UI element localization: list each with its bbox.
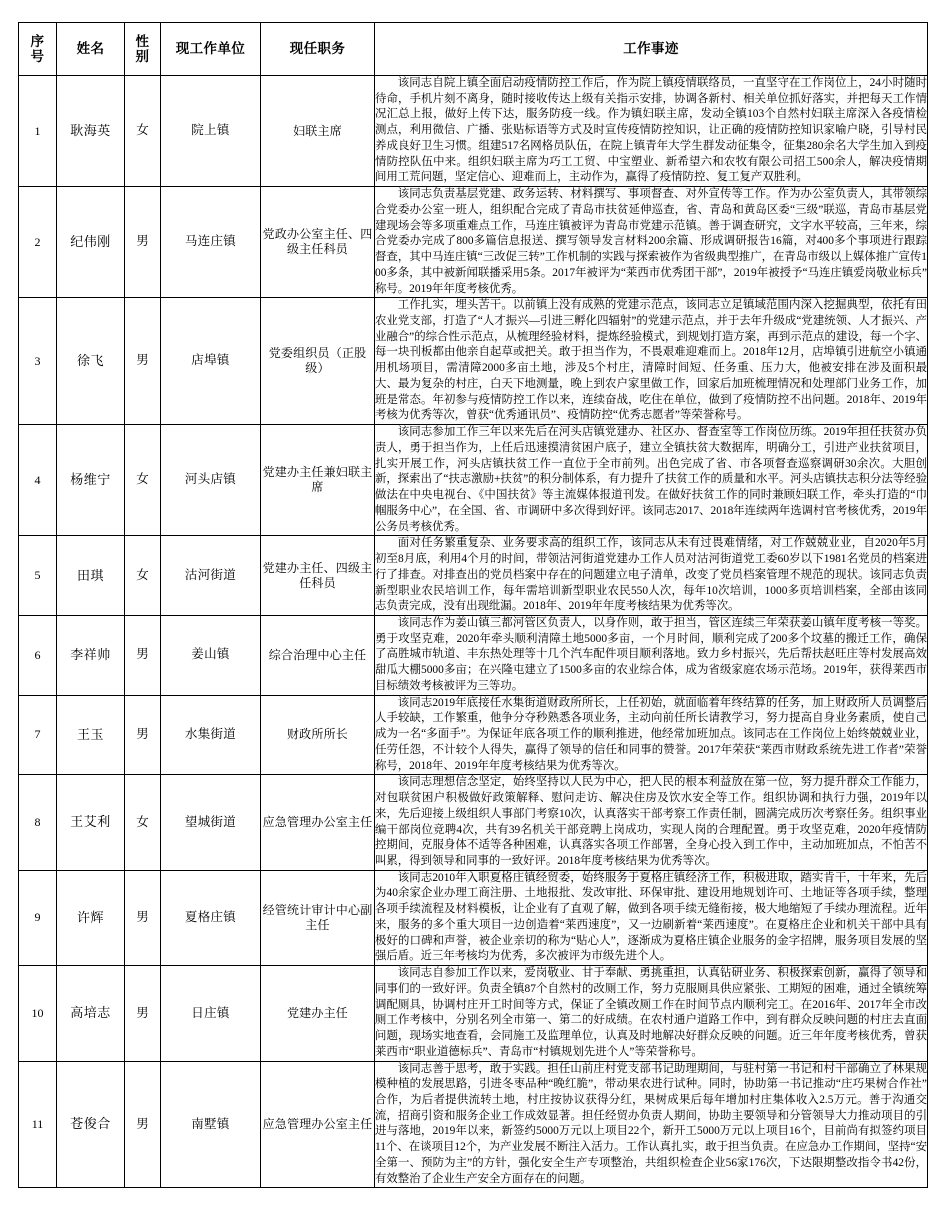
table-row <box>19 870 928 965</box>
cell-post: 应急管理办公室主任 <box>261 775 375 870</box>
table-row <box>19 615 928 695</box>
cell-name: 王玉 <box>57 695 125 775</box>
cell-deeds: 该同志参加工作三年以来先后在河头店镇党建办、社区办、督查室等工作岗位历练。2019年担任扶贫办负责人，勇于担当作为，上任后迅速摸清贫困户底子，建立全镇扶贫大数据库，明确分工，引进产业扶贫项目，扎实开展工作，河头店镇扶贫工作一直位于全市前列。出色完成了省、市各项督查巡察调研30余次。大胆创新，探索出了“扶志激励+扶贫”的积分制体系，有力提升了扶贫工作的质量和水平。河头店镇扶志积分法等经验做法在中央电视台、《中国扶贫》等主流媒体报道刊发。在做好扶贫工作的同时兼顾妇联工作，牵头打造的“巾帼服务中心”，在全国、省、市调研中多次得到好评。该同志2017、2018年连续两年选调村官考核优秀，2019年公务员考核优秀。 <box>375 425 928 536</box>
cell-unit: 院上镇 <box>161 76 261 187</box>
cell-post: 经管统计审计中心副主任 <box>261 870 375 965</box>
cell-post: 党建办主任兼妇联主席 <box>261 425 375 536</box>
cell-deeds: 该同志2019年底接任水集街道财政所所长，上任初始，就面临着年终结算的任务，加上财政所人员调整后人手较缺，工作繁重，他争分夺秒熟悉各项业务，主动向前任所长请教学习，努力提高自身业务素质，使自己成为一名“多面手”。为保证年底各项工作的顺利推进，他经常加班加点。该同志在工作岗位上始终兢兢业业，任劳任怨，不计较个人得失，赢得了领导的信任和同事的赞誉。2017年荣获“莱西市财政系统先进工作者”荣誉称号，2018年、2019年年度考核结果为优秀等次。 <box>375 695 928 775</box>
cell-sex: 女 <box>125 76 161 187</box>
cell-name: 杨维宁 <box>57 425 125 536</box>
cell-deeds: 该同志理想信念坚定，始终坚持以人民为中心，把人民的根本利益放在第一位，努力提升群众工作能力，对包联贫困户积极做好政策解释、慰问走访、解决住房及饮水安全等工作。组织协调和执行力强，2019年以来，先后迎接上级组织人事部门考察10次，认真落实干部考察工作责任制，圆满完成历次考察任务。组织事业编干部岗位竞聘4次，共有39名机关干部竞聘上岗成功，实现人岗的合理配置。勇于攻坚克难，2020年疫情防控期间，克服身体不适等各种困难，认真落实各项工作部署，全身心投入到工作中，主动加班加点，不怕苦不叫累，得到领导和同事的一致好评。2018年度考核结果为优秀等次。 <box>375 775 928 870</box>
cell-unit: 望城街道 <box>161 775 261 870</box>
cell-seq: 11 <box>19 1061 57 1188</box>
column-header-sex <box>125 23 161 76</box>
cell-seq: 8 <box>19 775 57 870</box>
cell-deeds: 面对任务繁重复杂、业务要求高的组织工作，该同志从未有过畏难情绪，对工作兢兢业业，自2020年5月初至8月底，利用4个月的时间，带领沽河街道党建办工作人员对沽河街道党工委60岁以下1981名党员的档案进行了排查。对排查出的党员档案中存在的问题建立电子清单，改变了党员档案管理不规范的现状。该同志负责新型职业农民培训工作，每年需培训新型职业农民550人次，每年10次培训，1000多页培训档案，全部由该同志负责完成，没有出现纰漏。2018年、2019年年度考核结果为优秀等次。 <box>375 536 928 616</box>
cell-post: 应急管理办公室主任 <box>261 1061 375 1188</box>
cell-unit: 水集街道 <box>161 695 261 775</box>
cell-deeds: 该同志作为姜山镇三都河管区负责人，以身作则，敢于担当，管区连续三年荣获姜山镇年度考核一等奖。勇于攻坚克难，2020年牵头顺利清障土地5000多亩，一个月时间，顺利完成了200多个坟墓的搬迁工作，确保了高胜城市轨道、丰东热处理等十几个汽车配件项目顺利落地。致力乡村振兴，先后帮扶赵旺庄等村发展高效甜瓜大棚5000多亩；在兴隆屯建立了1500多亩的农业综合体，成为省级家庭农场示范场。2019年，获得莱西市目标绩效考核被评为三等功。 <box>375 615 928 695</box>
column-header-sex-char-1: 性 <box>135 33 150 49</box>
cell-sex: 男 <box>125 695 161 775</box>
cell-sex: 男 <box>125 615 161 695</box>
cell-unit: 店埠镇 <box>161 298 261 425</box>
cell-sex: 男 <box>125 966 161 1061</box>
cell-unit: 沽河街道 <box>161 536 261 616</box>
cell-deeds: 该同志2010年入职夏格庄镇经贸委，始终服务于夏格庄镇经济工作，积极进取，踏实肯干，十年来，先后为40余家企业办理工商注册、土地报批、发改审批、环保审批、建设用地规划许可、土地证等各项手续，整理各项手续流程及材料模板，让企业有了直观了解，做到各项手续无缝衔接，极大地缩短了手续办理流程。近年来，服务的多个重大项目一边创造着“莱西速度”，又一边刷新着“莱西速度”。在夏格庄企业和机关干部中具有极好的口碑和声誉，被企业亲切的称为“贴心人”，逐渐成为夏格庄镇企业服务的金字招牌，服务项目发展的坚强后盾。近三年考核均为优秀，多次被评为市级先进个人。 <box>375 870 928 965</box>
cell-seq: 1 <box>19 76 57 187</box>
cell-post: 党委组织员（正股级） <box>261 298 375 425</box>
cell-seq: 10 <box>19 966 57 1061</box>
cell-post: 党建办主任 <box>261 966 375 1061</box>
cell-post: 党建办主任、四级主任科员 <box>261 536 375 616</box>
column-header-deeds: 工作事迹 <box>375 23 928 76</box>
column-header-unit: 现工作单位 <box>161 23 261 76</box>
work-deeds-table <box>18 22 928 1188</box>
cell-unit: 夏格庄镇 <box>161 870 261 965</box>
cell-sex: 男 <box>125 187 161 298</box>
table-row <box>19 695 928 775</box>
cell-sex: 男 <box>125 870 161 965</box>
column-header-sex-char-2: 别 <box>135 49 150 64</box>
table-row <box>19 76 928 187</box>
cell-name: 许辉 <box>57 870 125 965</box>
table-row <box>19 536 928 616</box>
cell-name: 纪伟刚 <box>57 187 125 298</box>
cell-unit: 南墅镇 <box>161 1061 261 1188</box>
cell-unit: 日庄镇 <box>161 966 261 1061</box>
table-header-row <box>19 23 928 76</box>
cell-name: 高培志 <box>57 966 125 1061</box>
cell-name: 苍俊合 <box>57 1061 125 1188</box>
table-body <box>19 76 928 1188</box>
cell-name: 李祥帅 <box>57 615 125 695</box>
cell-sex: 女 <box>125 536 161 616</box>
cell-post: 财政所所长 <box>261 695 375 775</box>
cell-deeds: 该同志自参加工作以来，爱岗敬业、甘于奉献、勇挑重担，认真钻研业务、积极探索创新，赢得了领导和同事们的一致好评。负责全镇87个自然村的改厕工作，努力克服厕具供应紧张、工期短的困难，通过全镇统筹调配厕具，协调村庄开工时间等方式，保证了全镇改厕工作在时间节点内顺利完工。在2016年、2017年全市改厕工作考核中，分别名列全市第一、第二的好成绩。在农村通户道路工作中，到有群众反映问题的村庄去直面问题，现场实地查看，会同施工及监理单位，认真及时地解决好群众反映的问题。近三年年度考核优秀，曾获莱西市“职业道德标兵”、青岛市“村镇规划先进个人”等荣誉称号。 <box>375 966 928 1061</box>
table-header <box>19 23 928 76</box>
cell-sex: 男 <box>125 298 161 425</box>
cell-name: 耿海英 <box>57 76 125 187</box>
column-header-seq-char-2: 号 <box>30 49 45 64</box>
cell-sex: 女 <box>125 775 161 870</box>
table-row <box>19 425 928 536</box>
cell-seq: 4 <box>19 425 57 536</box>
cell-name: 徐飞 <box>57 298 125 425</box>
cell-seq: 2 <box>19 187 57 298</box>
table-row <box>19 298 928 425</box>
cell-sex: 男 <box>125 1061 161 1188</box>
cell-unit: 马连庄镇 <box>161 187 261 298</box>
cell-unit: 姜山镇 <box>161 615 261 695</box>
cell-unit: 河头店镇 <box>161 425 261 536</box>
cell-seq: 7 <box>19 695 57 775</box>
cell-name: 田琪 <box>57 536 125 616</box>
cell-deeds: 该同志负责基层党建、政务运转、材料撰写、事项督查、对外宣传等工作。作为办公室负责人，其带领综合党委办公室一班人，组织配合完成了青岛市扶贫延伸巡查，省、青岛和黄岛区委“三级”联巡，青岛市基层党建现场会等多项重难点工作，马连庄镇被评为青岛市党建示范镇。善于调查研究，文字水平较高，三年来，综合党委办完成了800多篇信息报送、撰写领导发言材料200余篇、形成调研报告16篇，对400多个事项进行跟踪督查，其中马连庄镇“三改促三转”工作机制的实践与探索被作为省级典型推广，在青岛市级以上媒体推广宣传100多条，其中被新闻联播采用5条。2017年被评为“莱西市优秀团干部”，2019年被授予“马连庄镇爱岗敬业标兵”称号。2019年年度考核优秀。 <box>375 187 928 298</box>
table-row <box>19 966 928 1061</box>
cell-seq: 9 <box>19 870 57 965</box>
cell-deeds: 该同志善于思考，敢于实践。担任山前庄村党支部书记助理期间，与驻村第一书记和村干部确立了林果规模种植的发展思路，引进冬枣品种“晚红脆”，带动果农进行试种。同时，协助第一书记推动“庄巧果树合作社”合作，为后者提供流转土地，村庄按协议获得分红，果树成果后每年增加村庄集体收入2.5万元。善于沟通交流，招商引资和服务企业工作成效显著。担任经贸办负责人期间，协助主要领导和分管领导大力推动项目的引进与落地，2019年以来，新签约5000万元以上项目22个，新开工5000万元以上项目16个，目前尚有拟签约项目11个、在谈项目12个，为产业发展不断注入活力。工作认真扎实，敢于担当负责。在应急办工作期间，坚持“安全第一、预防为主”的方针，强化安全生产专项整治，共组织检查企业56家176次，下达限期整改指令书42份，有效整治了企业生产安全方面存在的问题。 <box>375 1061 928 1188</box>
cell-post: 综合治理中心主任 <box>261 615 375 695</box>
column-header-name: 姓名 <box>57 23 125 76</box>
cell-deeds: 工作扎实，埋头苦干。以前镇上没有成熟的党建示范点，该同志立足镇域范围内深入挖掘典型，依托有田农业党支部，打造了“人才振兴—引进三孵化四辐射”的党建示范点，并于去年升级成“党建统领、人才振兴、产业融合”的综合性示范点，从梳理经验材料，提炼经验模式，到规划打造方案，再到示范点的建设，每一个字、每一块刊板都由他亲自起草或把关。敢于担当作为，不畏艰难迎难而上。2018年12月，店埠镇引进航空小镇通用机场项目，需清障2000多亩土地，涉及5个村庄，清障时间短、任务重、压力大，他被安排在涉及面积最大、最为复杂的村庄，白天下地测量，晚上到农户家里做工作，回家后加班梳理情况和处理部门业务工作，加班是常态。年初参与疫情防控工作以来，连续奋战，吃住在单位，做到了疫情防控不出问题。2018年、2019年考核为优秀等次，曾获“优秀通讯员”、疫情防控“优秀志愿者”等荣誉称号。 <box>375 298 928 425</box>
cell-name: 王艾利 <box>57 775 125 870</box>
column-header-seq-char-1: 序 <box>30 33 45 49</box>
cell-post: 妇联主席 <box>261 76 375 187</box>
cell-post: 党政办公室主任、四级主任科员 <box>261 187 375 298</box>
table-row <box>19 1061 928 1188</box>
cell-seq: 5 <box>19 536 57 616</box>
table-row <box>19 187 928 298</box>
column-header-seq <box>19 23 57 76</box>
cell-seq: 6 <box>19 615 57 695</box>
cell-deeds: 该同志自院上镇全面启动疫情防控工作后，作为院上镇疫情联络员，一直坚守在工作岗位上，24小时随时待命，手机片刻不离身，随时接收传达上级有关指示安排，协调各新村、相关单位抓好落实，并把每天工作情况汇总上报，做好上传下达，服务防疫一线。作为镇妇联主席，发动全镇103个自然村妇联主席深入各疫情检测点，利用微信、广播、张贴标语等方式及时宣传疫情防控知识，让正确的疫情防控知识家喻户晓，引导村民养成良好卫生习惯。组建517名网格员队伍，在院上镇青年大学生群发动征集令，征集280余名大学生加入到疫情防控队伍中来。组织妇联主席为巧工工贸、中宝塑业、新希望六和农牧有限公司招工500余人，解决疫情期间用工荒问题，坚定信心、迎难而上，主动作为，赢得了疫情防控、复工复产双胜利。 <box>375 76 928 187</box>
cell-seq: 3 <box>19 298 57 425</box>
table-row <box>19 775 928 870</box>
column-header-post: 现任职务 <box>261 23 375 76</box>
cell-sex: 女 <box>125 425 161 536</box>
